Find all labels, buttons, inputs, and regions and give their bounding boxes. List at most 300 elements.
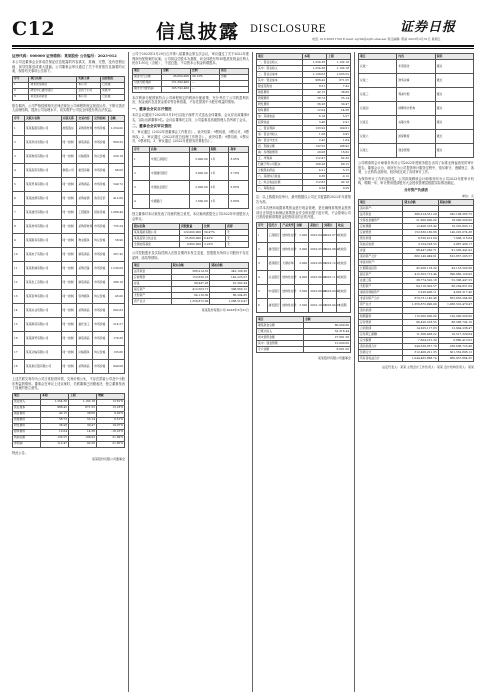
table-cell: 财务决算 <box>397 74 435 88</box>
table-cell: 运输服务 <box>77 149 93 163</box>
table-cell: 1,356,872,090.09 <box>403 301 438 307</box>
table-cell: 398,660,120.93 <box>438 271 473 277</box>
table-cell: 已收回 <box>337 242 351 256</box>
table-cell: 2022.10.12 <box>309 298 323 312</box>
signoff: 某某股份有限公司董事会 <box>317 355 351 360</box>
table-cell: 735.29 <box>109 219 125 233</box>
table-cell: 2022.06.15 <box>309 256 323 270</box>
table-cell: 43,118,502.66 <box>438 265 473 271</box>
table-cell: 2.91 <box>327 120 351 126</box>
masthead-rule <box>12 45 474 47</box>
table-header: 比例 <box>191 68 220 74</box>
table-cell: 412,503.71 <box>171 287 210 293</box>
table-cell: 协议价格 <box>93 149 109 163</box>
table-row <box>257 346 351 352</box>
table-header: 金额 <box>304 316 351 322</box>
table-cell: 委托加工 <box>77 317 93 331</box>
table-cell: 14,205,117.63 <box>403 325 438 331</box>
table-header: 项目 <box>133 68 162 74</box>
table-cell: 91,302,441.92 <box>438 247 473 253</box>
table-header: 关联方名称 <box>24 115 61 121</box>
table-cell: 2年 <box>209 180 229 194</box>
table-cell: 无 <box>226 242 249 248</box>
table-header: 序号 <box>133 146 150 152</box>
table-cell: 66,204.85 <box>210 293 249 299</box>
table-header: 金额 <box>162 68 191 74</box>
table-cell: 15 <box>13 317 25 331</box>
table-row <box>133 180 249 194</box>
table-cell: 减：所得税费用 <box>257 150 303 156</box>
table-cell: 某某建设有限公司 <box>24 205 61 219</box>
table-cell: 同一控制 <box>61 331 77 345</box>
table-cell: 14 <box>13 303 25 317</box>
table-cell: 19.07% <box>97 423 125 429</box>
table-header: 项目名称 <box>29 76 77 82</box>
table-cell: 合同负债 <box>359 325 403 331</box>
table-cell: 55.14 <box>69 417 97 423</box>
table-cell: 45,600,000 <box>162 74 191 80</box>
table-row <box>257 298 351 312</box>
table-cell: 9,800,000 <box>180 242 203 248</box>
table-cell: 利润分配 <box>397 88 435 102</box>
table-cell: 3,104,228.53 <box>403 241 438 247</box>
table-cell: 1,254.36 <box>41 399 69 405</box>
table-cell: 0.36 <box>303 186 327 192</box>
table-cell: 17 <box>13 345 25 359</box>
table-cell: 市场价格 <box>93 163 109 177</box>
table-header: 金额 <box>109 115 125 121</box>
table-cell: 871.55 <box>327 78 351 84</box>
table-cell: 已收回 <box>337 270 351 284</box>
table-cell: 0.29 <box>327 186 351 192</box>
table-cell: 其中：现金管理 <box>257 340 304 346</box>
table-cell: 1,102.18 <box>327 66 351 72</box>
table-cell: 0.36 <box>303 174 327 180</box>
table-header: 名称 <box>149 146 189 152</box>
table-cell: 加：其他收益 <box>257 114 303 120</box>
table-cell: 2 <box>13 88 29 94</box>
table-cell: 3.65% <box>229 152 249 166</box>
table-row <box>359 130 474 144</box>
table-cell: 940.08 <box>109 359 125 373</box>
table-cell: 结构性存款 <box>281 228 295 242</box>
table-cell: 某某化工有限公司 <box>24 275 61 289</box>
table-cell: 租赁房屋 <box>77 163 93 177</box>
signoff: 某某股份有限公司 2023年3月31日 <box>201 308 249 313</box>
table-cell: 应收账款 <box>359 229 403 235</box>
table-cell: 10,225,803.11 <box>438 223 473 229</box>
table-cell: 244,538,057.79 <box>403 343 438 349</box>
table-cell: 2,000 <box>295 256 309 270</box>
related-party-table <box>12 115 125 374</box>
table-cell: 一、营业总收入 <box>257 60 303 66</box>
table-cell: 实施中 <box>101 88 125 94</box>
table-cell: 66,204,851.09 <box>438 283 473 289</box>
table-cell: 238,608,723.46 <box>438 343 473 349</box>
table-row <box>133 194 249 208</box>
table-cell: 58.73 <box>303 96 327 102</box>
table-row <box>13 233 125 247</box>
table-cell: 全资子公司 <box>77 88 101 94</box>
table-row <box>13 359 125 373</box>
table-cell: 8 <box>13 219 25 233</box>
table-cell: 342,108.36 <box>210 269 249 275</box>
table-cell: 2,887,406.17 <box>438 241 473 247</box>
table-cell: 应付职工薪酬 <box>359 331 403 337</box>
table-cell: 税金及附加 <box>257 84 303 90</box>
table-row <box>13 289 125 303</box>
table-caption: 合并资产负债表 <box>404 187 428 192</box>
table-cell: 销售商品 <box>77 247 93 261</box>
table-row <box>13 303 125 317</box>
table-cell: 30.47 <box>69 423 97 429</box>
table-cell: 某某物流有限公司 <box>24 149 61 163</box>
table-cell: 2022.04.01 <box>309 228 323 242</box>
table-cell: 某某商贸有限公司 <box>24 331 61 345</box>
table-cell: 80,000.00 <box>304 322 351 328</box>
table-cell: 采购设备 <box>77 261 93 275</box>
table-cell: 同一控制 <box>61 191 77 205</box>
table-cell: 建设银行 <box>267 242 281 256</box>
table-cell: 大额存单 <box>281 256 295 270</box>
table-cell: 交易性金融资产 <box>359 217 403 223</box>
table-cell: 存货 <box>133 281 172 287</box>
column-4 <box>358 52 474 692</box>
paragraph: 注：以上数据未经审计，最终数据以公司正式披露的2022年年度报告为准。 <box>256 195 351 204</box>
table-cell: 4.21 <box>303 168 327 174</box>
column-3 <box>256 52 351 692</box>
table-header: 进展情况 <box>101 76 125 82</box>
table-cell: 91,302.44 <box>210 281 249 287</box>
table-cell: 无 <box>226 230 249 236</box>
table-cell: 133.92 <box>303 126 327 132</box>
table-cell: 交通银行 <box>149 194 189 208</box>
table-cell: 采购商品 <box>77 359 93 373</box>
table-cell: 52,306,447.25 <box>438 277 473 283</box>
table-cell: 88,306,742.10 <box>438 319 473 325</box>
table-cell: 52,318.44 <box>304 328 351 334</box>
asset-table <box>132 262 249 305</box>
table-cell: 已收回 <box>337 256 351 270</box>
table-cell: 同一控制 <box>61 317 77 331</box>
table-cell: 12,904,238.47 <box>438 325 473 331</box>
table-header: 期限 <box>209 146 229 152</box>
table-row <box>13 121 125 135</box>
table-cell: 21,000,000.00 <box>403 217 438 223</box>
table-row <box>257 270 351 284</box>
table-cell: 咨询服务 <box>77 289 93 303</box>
table-cell: 某某机械有限公司 <box>24 261 61 275</box>
table-header: 备注 <box>220 68 249 74</box>
table-cell: 602.83 <box>109 303 125 317</box>
table-cell: 1 <box>13 82 29 88</box>
table-cell: 3,000 <box>295 242 309 256</box>
table-cell: 2 <box>257 242 268 256</box>
table-cell: 96,420,318.55 <box>403 319 438 325</box>
table-cell: 某某咨询有限公司 <box>24 289 61 303</box>
column-2 <box>132 52 249 692</box>
table-cell: 12,408,316.42 <box>403 223 438 229</box>
table-cell: 销售费用 <box>13 411 41 417</box>
table-cell: 尚未使用金额 <box>257 334 304 340</box>
table-cell: 3 <box>257 256 268 270</box>
table-header: 项目 <box>359 199 403 205</box>
table-cell: 11,308,406.22 <box>403 331 438 337</box>
table-row <box>359 60 474 74</box>
table-cell: 540.72 <box>109 177 125 191</box>
table-cell: 120,000,000.00 <box>438 313 473 319</box>
table-cell: 同一控制 <box>61 275 77 289</box>
table-cell: 108.92 <box>327 144 351 150</box>
table-cell: 中国建设银行 <box>149 166 189 180</box>
table-cell: 本公司 <box>77 82 101 88</box>
table-cell: 兴业银行 <box>267 270 281 284</box>
table-cell: 无形资产 <box>359 283 403 289</box>
table-cell: 2022.12.15 <box>323 256 337 270</box>
table-cell: 986.42 <box>41 405 69 411</box>
table-cell: 1 <box>133 152 150 166</box>
table-row <box>13 261 125 275</box>
table-cell: 技术改造项目 <box>29 82 77 88</box>
table-cell: 议案三 <box>359 88 397 102</box>
table-header: 序号 <box>13 76 29 82</box>
table-cell: 2 <box>13 135 25 149</box>
table-cell: 312,406,221.35 <box>403 349 438 355</box>
table-cell: 398,660.12 <box>210 287 249 293</box>
table-cell: 3,000.00 <box>190 166 210 180</box>
table-cell: 加：营业外收入 <box>257 132 303 138</box>
table-cell: 21.85% <box>97 441 125 447</box>
table-cell: 同一控制 <box>61 247 77 261</box>
table-header: 质押 <box>226 224 249 230</box>
section-heading: 一、董事会会议召开情况 <box>132 106 172 111</box>
table-cell: 120,000,000 <box>180 230 203 236</box>
table-cell: 募集资金总额 <box>257 322 304 328</box>
paragraph: 本公司及董事会全体成员保证信息披露的内容真实、准确、完整，没有虚假记载、误导性陈述或重大遗漏。公司董事会审议通过了关于年度报告及摘要的议案，现将有关事项公告如下。 <box>12 60 125 74</box>
table-cell: 中信银行 <box>267 284 281 298</box>
table-cell: 3.85% <box>229 180 249 194</box>
table-cell: 现金管理 <box>397 144 435 158</box>
table-row <box>13 94 125 100</box>
table-header: 关联关系 <box>61 115 77 121</box>
table-row <box>13 275 125 289</box>
table-cell: 现金分红总额 <box>133 74 162 80</box>
table-cell: 其中：营业收入 <box>257 66 303 72</box>
table-cell: 同一控制 <box>61 359 77 373</box>
table-cell: 1年 <box>209 194 229 208</box>
table-cell: 管理费用 <box>13 417 41 423</box>
table-row <box>133 242 249 248</box>
table-cell: 214.57 <box>109 317 125 331</box>
fund-usage-table <box>256 316 351 353</box>
table-cell: 全国社保基金 <box>133 242 180 248</box>
table-cell: 36.28 <box>41 423 69 429</box>
table-cell: 议案五 <box>359 116 397 130</box>
table-cell: 2022.09.20 <box>309 284 323 298</box>
table-cell: 320.18 <box>109 149 125 163</box>
table-cell: 1.64 <box>327 138 351 144</box>
table-cell: 132.55 <box>303 144 327 150</box>
table-cell: 期末未分配利润 <box>133 86 162 92</box>
table-cell: 其他应收款 <box>359 241 403 247</box>
table-cell: 45.00 <box>109 289 125 303</box>
table-header: 项目 <box>13 393 41 399</box>
table-cell: 1,128.63 <box>303 72 327 78</box>
table-cell: 协议价格 <box>93 233 109 247</box>
table-header: 期初余额 <box>438 199 473 205</box>
table-cell: 132.55 <box>41 435 69 441</box>
table-cell: 2023.03.20 <box>323 284 337 298</box>
table-cell: 议案二 <box>359 74 397 88</box>
table-row <box>13 163 125 177</box>
table-cell: 结构性存款 <box>281 242 295 256</box>
table-row <box>133 299 249 305</box>
table-cell: 资产总计 <box>359 301 403 307</box>
table-cell: 105,792,460 <box>162 86 191 92</box>
table-cell: 研发费用 <box>257 102 303 108</box>
table-row <box>359 355 474 361</box>
table-cell: 通过 <box>435 130 473 144</box>
table-row <box>13 191 125 205</box>
table-cell: 96.00 <box>109 163 125 177</box>
table-cell: — <box>191 86 220 92</box>
table-cell: 25,600,000 <box>180 236 203 242</box>
table-cell: 利润总额 <box>13 435 41 441</box>
table-header: 项目 <box>257 54 303 60</box>
project-table <box>12 76 125 101</box>
table-cell: -16.16% <box>97 429 125 435</box>
table-header: 上期 <box>69 393 97 399</box>
table-cell <box>220 86 249 92</box>
table-cell: 16 <box>13 331 25 345</box>
page-number: C12 <box>12 18 56 40</box>
table-header: 交易内容 <box>77 115 93 121</box>
table-cell: 342,108,363.75 <box>438 211 473 217</box>
announcement-code: 证券代码：000000 证券简称：某某股份 公告编号：2023-012 <box>12 54 117 58</box>
table-cell: 短期借款 <box>359 313 403 319</box>
table-header: 本期 <box>41 393 69 399</box>
table-cell: 98,447.26 <box>171 281 210 287</box>
table-cell: 2022.07.01 <box>323 228 337 242</box>
table-cell: 1,102.18 <box>69 399 97 405</box>
table-cell: 3 <box>13 94 29 100</box>
table-cell: 结构性存款 <box>281 298 295 312</box>
table-cell: 13.18% <box>97 405 125 411</box>
table-header: 股东名称 <box>133 224 180 230</box>
table-cell: 4,903,317.40 <box>438 289 473 295</box>
table-row <box>359 144 474 158</box>
table-cell: 少数股东损益 <box>257 168 303 174</box>
table-cell: 市场价格 <box>93 121 109 135</box>
table-cell: 市场价格 <box>93 261 109 275</box>
masthead-rule-thin <box>12 48 474 49</box>
table-cell: 2022.11.01 <box>323 270 337 284</box>
paragraph: 本次利润分配预案符合公司章程规定的利润分配政策，充分考虑了公司的盈利状况、现金流状态及资金需求等各种因素，不存在损害中小股东利益的情形。 <box>132 95 249 105</box>
table-row <box>13 331 125 345</box>
table-cell: 某某材料有限公司 <box>24 219 61 233</box>
table-cell: 12.04 <box>41 429 69 435</box>
table-cell: 销售商品 <box>77 331 93 345</box>
table-cell: 108.92 <box>69 435 97 441</box>
paragraph: 公司本次使用闲置募集资金进行现金管理，是在确保募集资金投资项目正常进行和保证募集资金安全的前提下进行的，不会影响公司日常经营和募集资金投资项目的正常开展。 <box>256 206 351 220</box>
table-cell: 64,118.30 <box>171 293 210 299</box>
table-cell: 归属于母公司股东 <box>257 162 303 168</box>
table-cell: -0.12 <box>327 174 351 180</box>
table-header: 序号 <box>257 222 268 228</box>
table-cell: 2022.08.01 <box>309 270 323 284</box>
paragraph: 本次会议通知于2023年3月19日以电子邮件方式送达全体董事，会议应出席董事9名，实际出席董事9名。会议由董事长主持，公司监事及高级管理人员列席了会议。 <box>132 112 249 122</box>
table-cell: 115,000,000.00 <box>403 313 438 319</box>
table-cell: 已收回 <box>337 284 351 298</box>
table-cell: 4 <box>13 163 25 177</box>
credit-table <box>132 146 249 209</box>
signoff: 某某股份有限公司董事会 <box>91 457 125 462</box>
paragraph: 报告期内，公司严格按照相关法律法规及公司章程的规定规范运作，不断完善法人治理结构，提高公司治理水平，切实维护公司及全体股东的合法权益。 <box>12 103 125 113</box>
table-header: 内容 <box>397 54 435 60</box>
table-cell: 物业服务 <box>77 233 93 247</box>
table-cell: 某某集团有限公司 <box>133 230 180 236</box>
table-cell: 152,630.18 <box>171 275 210 281</box>
income-statement-table <box>256 53 351 192</box>
table-row <box>13 247 125 261</box>
table-cell: 控股股东 <box>61 121 77 135</box>
table-cell: 2 <box>133 166 150 180</box>
table-cell: 4 <box>257 270 268 284</box>
masthead <box>12 14 474 44</box>
table-cell: 7 <box>13 205 25 219</box>
table-cell: 采购商品 <box>77 303 93 317</box>
table-cell: 采购商品 <box>77 177 93 191</box>
table-cell: 2023.04.12 <box>323 298 337 312</box>
table-cell: 已收回 <box>337 228 351 242</box>
table-cell: 通过 <box>435 102 473 116</box>
table-row <box>13 219 125 233</box>
table-cell: 58.90 <box>109 233 125 247</box>
table-cell: 在建工程 <box>359 277 403 283</box>
wealth-management-table <box>256 222 351 313</box>
table-cell: 42.15 <box>303 90 327 96</box>
table-cell: 采购原材料 <box>77 121 93 135</box>
income-summary-table <box>12 393 125 448</box>
table-cell: 92.30 <box>69 441 97 447</box>
table-cell: 682,140,949.61 <box>403 253 438 259</box>
table-cell: 860.35 <box>109 135 125 149</box>
table-cell: 应交税费 <box>359 337 403 343</box>
table-cell: 42.15 <box>41 411 69 417</box>
table-cell: 6.51% <box>97 417 125 423</box>
table-row <box>359 102 474 116</box>
table-cell: 同一控制 <box>61 219 77 233</box>
table-cell: 可供分配利润 <box>133 80 162 86</box>
table-cell: 98,447,260.71 <box>403 247 438 253</box>
newspaper-logo: 证券日报 <box>399 20 456 35</box>
table-cell: 10 <box>13 247 25 261</box>
table-cell: 21,000.00 <box>304 340 351 346</box>
table-cell: 18,000,000.00 <box>438 217 473 223</box>
table-header: 上期 <box>327 54 351 60</box>
table-cell: 通过 <box>435 60 473 74</box>
table-cell: 销售费用 <box>257 90 303 96</box>
table-cell: 2022.08.10 <box>323 242 337 256</box>
table-cell: 38,774,520.18 <box>403 277 438 283</box>
table-row <box>359 74 474 88</box>
table-header: 实施主体 <box>77 76 101 82</box>
table-header: 产品类型 <box>282 222 294 227</box>
table-cell: 133.66 <box>109 345 125 359</box>
table-cell: 非流动资产： <box>359 259 403 265</box>
table-cell: 市场价格 <box>93 177 109 191</box>
table-cell: 140,225,074.38 <box>438 229 473 235</box>
